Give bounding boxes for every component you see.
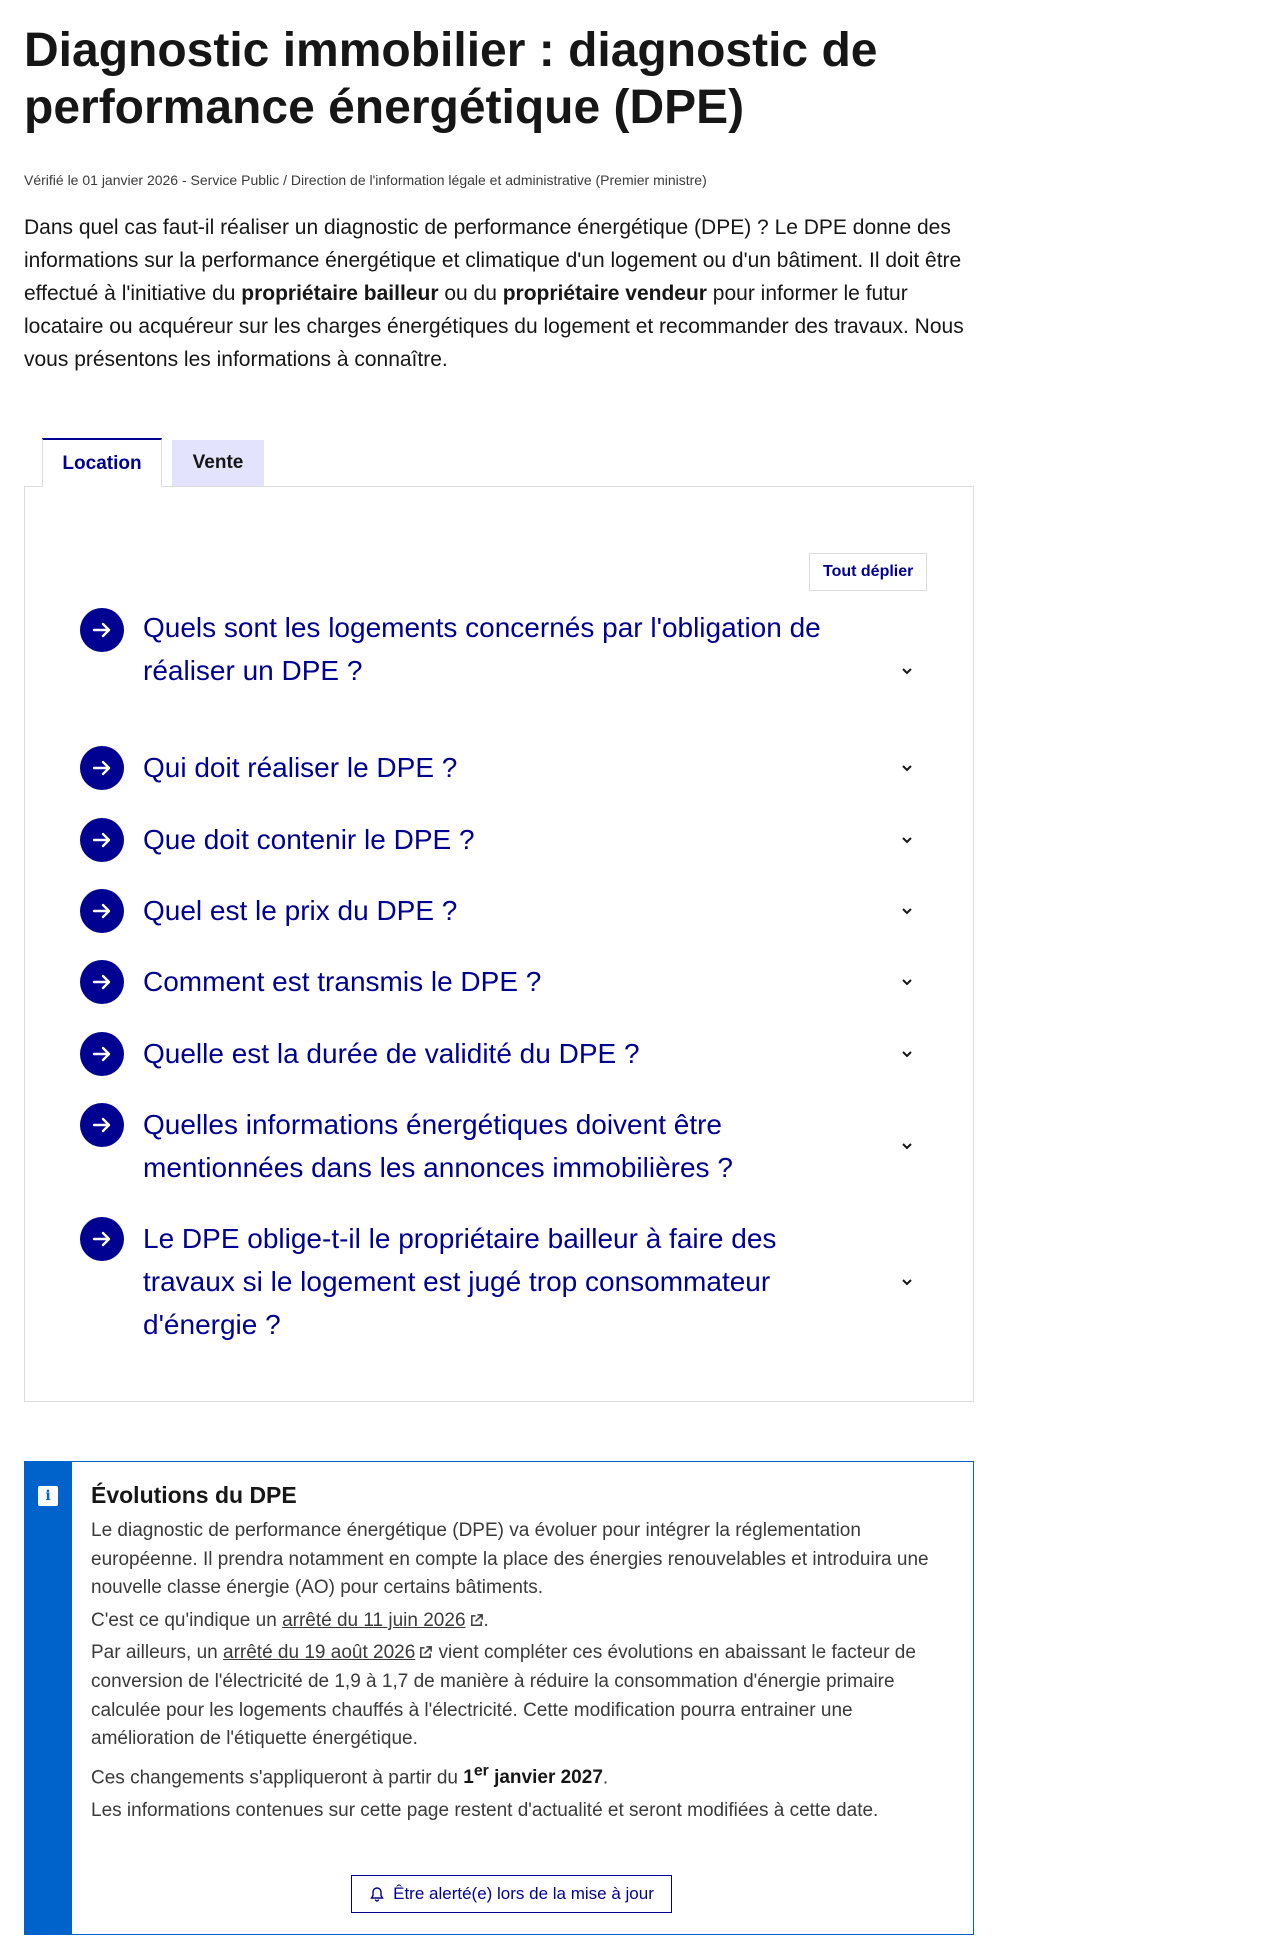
accordion-item-qui-realise[interactable]: [80, 746, 920, 790]
accordion-item-label: Qui doit réaliser le DPE ?: [143, 752, 458, 783]
arrete-juin-link[interactable]: arrêté du 11 juin 2026: [282, 1610, 483, 1631]
arrow-right-icon: [80, 1032, 124, 1076]
accordion-item-contenu[interactable]: [80, 818, 920, 862]
callout-paragraph: Par ailleurs, un arrêté du 19 août 2026 vient compléter ces évolutions en abaissant le facteur de conversion de l'électricité de 1,9 à 1,7 de manière à réduire la consommation d'énergie primaire calculée pour les logements chauffés à l'électricité. Cette modification pourra entrainer une amélioration de l'étiquette énergétique.: [91, 1642, 916, 1750]
arrow-right-icon: [80, 1217, 124, 1261]
callout-accent-bar: [25, 1462, 72, 1934]
accordion-item-validite[interactable]: [80, 1032, 920, 1076]
accordion-item-label: Comment est transmis le DPE ?: [143, 966, 542, 997]
external-link-icon: [469, 1613, 484, 1628]
page-meta: Vérifié le 01 janvier 2026 - Service Public / Direction de l'information légale et administrative (Premier ministre): [24, 172, 707, 188]
chevron-down-icon: [900, 977, 914, 987]
accordion-item-label: Quelle est la durée de validité du DPE ?: [143, 1038, 640, 1069]
chevron-down-icon: [900, 666, 914, 676]
callout-date: 1er janvier 2027: [463, 1762, 603, 1789]
arrow-right-icon: [80, 960, 124, 1004]
accordion-item-travaux[interactable]: [80, 1217, 920, 1347]
callout-paragraph: Les informations contenues sur cette page restent d'actualité et seront modifiées à cette date.: [91, 1799, 879, 1821]
accordion-item-logements-concernes[interactable]: [80, 610, 920, 694]
chevron-down-icon: [900, 906, 914, 916]
tab-list: [42, 438, 264, 486]
chevron-down-icon: [900, 835, 914, 845]
intro-text: Dans quel cas faut-il réaliser un diagnostic de performance énergétique (DPE) ? Le DPE donne des informations sur la performance énergétique et climatique d'un logement ou d'un bâtiment. Il doit être effectué à l'initiative du propriétaire bailleur ou du propriétaire vendeur pour informer le futur locataire ou acquéreur sur les charges énergétiques du logement et recommander des travaux. Nous vous présentons les informations à connaître.: [24, 216, 964, 371]
info-icon: i: [38, 1486, 58, 1506]
intro-bold-vendeur: propriétaire vendeur: [502, 282, 707, 305]
external-link-icon: [418, 1645, 433, 1660]
subscribe-alert-button[interactable]: [351, 1875, 672, 1913]
arrow-right-icon: [80, 608, 124, 652]
arrow-right-icon: [80, 889, 124, 933]
intro-bold-bailleur: propriétaire bailleur: [241, 282, 439, 305]
expand-all-button[interactable]: Tout déplier: [809, 553, 927, 591]
arrete-aout-link[interactable]: arrêté du 19 août 2026: [223, 1642, 433, 1663]
arrow-right-icon: [80, 1103, 124, 1147]
callout-body: [91, 1517, 941, 1829]
accordion-item-prix[interactable]: [80, 889, 920, 933]
callout-paragraph: C'est ce qu'indique un arrêté du 11 juin 2026 .: [91, 1609, 489, 1631]
accordion-item-label: Quels sont les logements concernés par l'obligation de réaliser un DPE ?: [143, 612, 821, 686]
chevron-down-icon: [900, 1141, 914, 1151]
chevron-down-icon: [900, 1049, 914, 1059]
arrow-right-icon: [80, 746, 124, 790]
callout-paragraph: Le diagnostic de performance énergétique (DPE) va évoluer pour intégrer la réglementation européenne. Il prendra notamment en compte la place des énergies renouvelables et introduira une nouvelle classe énergie (AO) pour certains bâtiments.: [91, 1520, 929, 1599]
tab-location[interactable]: Location: [42, 438, 162, 487]
arrow-right-icon: [80, 818, 124, 862]
chevron-down-icon: [900, 763, 914, 773]
accordion-item-label: Quel est le prix du DPE ?: [143, 895, 458, 926]
page-title: Diagnostic immobilier : diagnostic de performance énergétique (DPE): [24, 24, 878, 134]
info-callout: [24, 1461, 974, 1935]
callout-title: Évolutions du DPE: [91, 1482, 297, 1508]
callout-paragraph: Ces changements s'appliqueront à partir du 1er janvier 2027.: [91, 1762, 609, 1789]
chevron-down-icon: [900, 1277, 914, 1287]
accordion-item-label: Que doit contenir le DPE ?: [143, 824, 475, 855]
tab-vente[interactable]: Vente: [172, 440, 264, 486]
bell-icon: [369, 1886, 385, 1902]
accordion-item-label: Le DPE oblige-t-il le propriétaire bailleur à faire des travaux si le logement est jugé trop consommateur d'énergie ?: [143, 1223, 777, 1340]
accordion-item-transmission[interactable]: [80, 960, 920, 1004]
subscribe-alert-label: Être alerté(e) lors de la mise à jour: [393, 1884, 654, 1903]
accordion-item-annonces[interactable]: [80, 1103, 920, 1189]
accordion-item-label: Quelles informations énergétiques doivent être mentionnées dans les annonces immobilières ?: [143, 1109, 733, 1183]
